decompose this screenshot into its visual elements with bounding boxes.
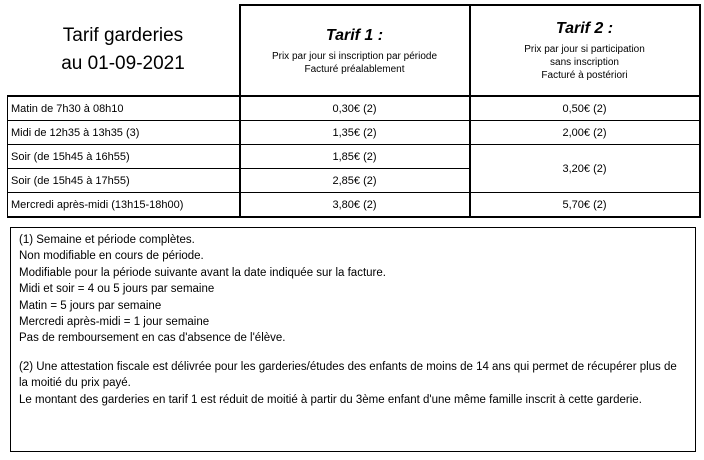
- tarif-1-desc-line-2: Facturé préalablement: [304, 63, 405, 75]
- table-row: [8, 121, 700, 145]
- tarif-1-price: 1,85€ (2): [240, 145, 470, 169]
- tarif-1-description: [241, 50, 469, 76]
- note-line: Matin = 5 jours par semaine: [19, 299, 162, 312]
- table-row: [8, 193, 700, 218]
- row-label: Soir (de 15h45 à 16h55): [8, 145, 240, 169]
- note-line: Non modifiable en cours de période.: [19, 250, 204, 263]
- note-line: Pas de remboursement en cas d'absence de l'élève.: [19, 332, 286, 345]
- tarif-1-price: 3,80€ (2): [240, 193, 470, 218]
- note-line: (1) Semaine et période complètes.: [19, 234, 195, 246]
- tarif-2-desc-line-1: Prix par jour si participation: [524, 44, 645, 55]
- tarif-2-desc-line-2: sans inscription: [550, 57, 619, 68]
- tarif-2-price: 0,50€ (2): [470, 96, 700, 121]
- tarif-1-header: [240, 5, 470, 96]
- title-line-1: Tarif garderies: [62, 25, 184, 46]
- tarif-1-name: Tarif 1 :: [325, 26, 384, 44]
- row-label: Soir (de 15h45 à 17h55): [8, 169, 240, 193]
- tarif-1-price: 0,30€ (2): [240, 96, 470, 121]
- header-row: [8, 5, 700, 96]
- tarif-2-header: [470, 5, 700, 96]
- tarif-2-price: 3,20€ (2): [470, 145, 700, 193]
- note-line: Modifiable pour la période suivante avant la date indiquée sur la facture.: [19, 266, 386, 279]
- title-line-2: au 01-09-2021: [61, 53, 185, 74]
- page-title: [8, 5, 240, 96]
- note-line: Mercredi après-midi = 1 jour semaine: [19, 316, 210, 329]
- note-line: Midi et soir = 4 ou 5 jours par semaine: [19, 283, 215, 296]
- tarif-2-description: [471, 43, 699, 82]
- row-label: Midi de 12h35 à 13h35 (3): [8, 121, 240, 145]
- tarif-1-desc-line-1: Prix par jour si inscription par période: [271, 50, 438, 62]
- table-row: [8, 145, 700, 169]
- note-paragraph: (2) Une attestation fiscale est délivrée pour les garderies/études des enfants de moins de 14 ans qui permet de récupérer plus de la moitié du prix payé.: [19, 360, 677, 390]
- note-spacer: [19, 347, 687, 359]
- tarif-2-price: 2,00€ (2): [470, 121, 700, 145]
- tariff-table: [7, 4, 701, 218]
- row-label: Mercredi après-midi (13h15-18h00): [8, 193, 240, 218]
- tarif-2-name: Tarif 2 :: [555, 20, 614, 37]
- tarif-2-desc-line-3: Facturé à postériori: [541, 70, 628, 81]
- tarif-1-price: 1,35€ (2): [240, 121, 470, 145]
- row-label: Matin de 7h30 à 08h10: [8, 96, 240, 121]
- tarif-1-price: 2,85€ (2): [240, 169, 470, 193]
- tarif-2-price: 5,70€ (2): [470, 193, 700, 218]
- note-paragraph: Le montant des garderies en tarif 1 est réduit de moitié à partir du 3ème enfant d'une même famille inscrit à cette garderie.: [19, 393, 642, 406]
- table-row: [8, 96, 700, 121]
- notes-box: [10, 227, 696, 452]
